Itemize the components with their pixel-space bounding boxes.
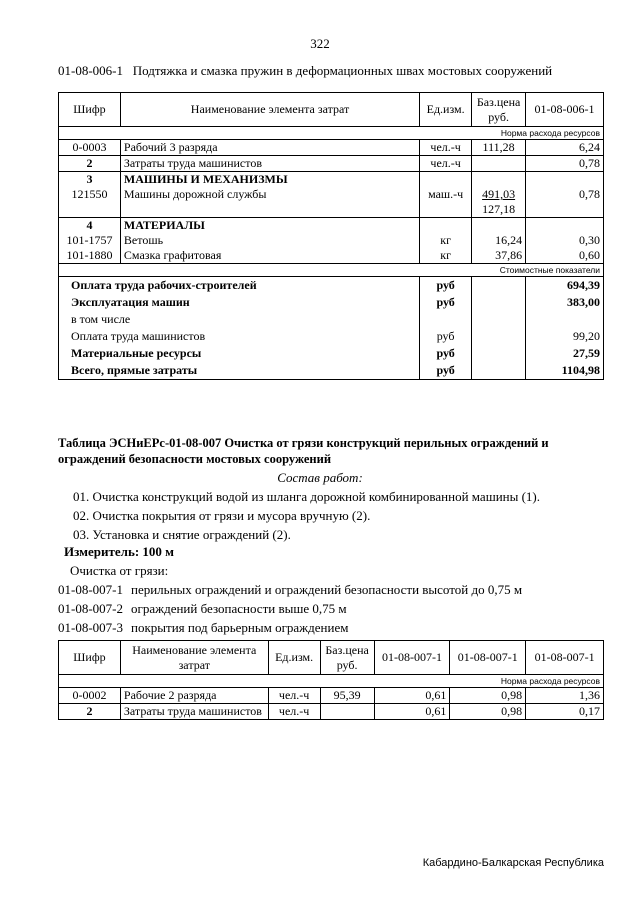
row-value: 0,30: [579, 233, 600, 247]
table-row: [59, 140, 604, 156]
table-row: [59, 704, 604, 720]
col-header-name: Наименование элемента затрат: [120, 641, 268, 675]
row-unit: чел.-ч: [420, 156, 472, 172]
row-value: 0,61: [374, 688, 450, 704]
row-unit: кг: [440, 248, 451, 262]
list-item: 01. Очистка конструкций водой из шланга дорожной комбинированной машины (1).: [73, 489, 541, 504]
cost-name: Эксплуатация машин: [71, 295, 190, 309]
row-name: Рабочий 3 разряда: [120, 140, 419, 156]
col-header-norm-1: 01-08-007-1: [374, 641, 450, 675]
cost-name: Материальные ресурсы: [71, 346, 202, 360]
row-unit: чел.-ч: [268, 704, 320, 720]
section1-name: Подтяжка и смазка пружин в деформационных швах мостовых сооружений: [132, 63, 553, 78]
group-cell: [526, 172, 604, 218]
cost-value: 27,59: [573, 346, 600, 360]
cost-name: Оплата труда рабочих-строителей: [71, 278, 257, 292]
group-cell: [420, 218, 472, 264]
group-cell: [472, 218, 526, 264]
list-item: [58, 618, 522, 637]
list-item: [58, 599, 522, 618]
works-list: [73, 487, 540, 544]
row-name: Рабочие 2 разряда: [120, 688, 268, 704]
col-header-name: Наименование элемента затрат: [120, 93, 419, 127]
cleaning-label: Очистка от грязи:: [70, 563, 169, 578]
group-heading: МАШИНЫ И МЕХАНИЗМЫ: [123, 172, 288, 186]
table-row: [59, 172, 604, 218]
norm-label: Норма расхода ресурсов: [59, 127, 604, 140]
group-cell: [120, 218, 419, 264]
row-price: 491,03: [482, 187, 516, 201]
section2-title: [58, 435, 549, 467]
row-price: [472, 156, 526, 172]
page-number: 322: [310, 36, 330, 51]
row-unit: чел.-ч: [420, 140, 472, 156]
row-name: Затраты труда машинистов: [120, 156, 419, 172]
section1-code: 01-08-006-1: [58, 63, 123, 78]
row-price: 37,86: [495, 248, 523, 262]
cost-value: 694,39: [567, 278, 600, 292]
cost-unit: руб: [436, 278, 455, 292]
row-value: 6,24: [526, 140, 604, 156]
row-price: 95,39: [320, 688, 374, 704]
row-price-2: 127,18: [482, 202, 516, 216]
row-price: 111,28: [472, 140, 526, 156]
cost-unit: руб: [436, 295, 455, 309]
meter: Измеритель: 100 м: [64, 544, 175, 559]
variant-code: 01-08-007-2: [58, 601, 123, 616]
cost-block: [59, 277, 604, 380]
list-item: 03. Установка и снятие ограждений (2).: [73, 527, 291, 542]
row-name: Затраты труда машинистов: [120, 704, 268, 720]
variants-list: [58, 580, 522, 637]
resource-table-2: [58, 640, 604, 720]
resource-table-1: [58, 92, 604, 380]
group-cell: [420, 172, 472, 218]
row-value: 0,98: [450, 704, 526, 720]
cost-values: [526, 277, 604, 380]
col-header-norm-3: 01-08-007-1: [526, 641, 604, 675]
row-value: 1,36: [526, 688, 604, 704]
group-cell: [120, 172, 419, 218]
variant-code: 01-08-007-1: [58, 582, 123, 597]
section2-title-line: ограждений безопасности мостовых сооружений: [58, 452, 332, 466]
col-header-code: Шифр: [59, 641, 121, 675]
row-unit: кг: [440, 233, 451, 247]
cost-value: 383,00: [567, 295, 600, 309]
row-code: 3: [86, 172, 93, 186]
row-code: 2: [59, 156, 121, 172]
col-header-price: Баз.цена руб.: [320, 641, 374, 675]
group-heading: МАТЕРИАЛЫ: [123, 218, 205, 232]
works-header: Состав работ:: [277, 470, 363, 485]
col-header-norm: 01-08-006-1: [526, 93, 604, 127]
col-header-unit: Ед.изм.: [420, 93, 472, 127]
cost-value: 1104,98: [561, 363, 600, 377]
table-row: [59, 688, 604, 704]
norm-label: Норма расхода ресурсов: [59, 675, 604, 688]
table-row: [59, 218, 604, 264]
cost-unit: руб: [436, 329, 455, 343]
col-header-code: Шифр: [59, 93, 121, 127]
row-code: 0-0003: [59, 140, 121, 156]
variant-code: 01-08-007-3: [58, 620, 123, 635]
row-price: [320, 704, 374, 720]
row-code: 2: [59, 704, 121, 720]
row-code: 121550: [71, 187, 108, 201]
row-value: 0,60: [579, 248, 600, 262]
cost-empty: [472, 277, 526, 380]
row-code: 0-0002: [59, 688, 121, 704]
table-row: [59, 156, 604, 172]
row-name: Ветошь: [123, 233, 164, 247]
row-code: 101-1757: [66, 233, 113, 247]
section2-title-line: Таблица ЭСНиЕРс-01-08-007 Очистка от грязи конструкций перильных ограждений и: [58, 436, 549, 450]
group-cell: [472, 172, 526, 218]
cost-names: [59, 277, 420, 380]
cost-unit: руб: [436, 363, 455, 377]
row-value: 0,98: [450, 688, 526, 704]
col-header-norm-2: 01-08-007-1: [450, 641, 526, 675]
variant-text: ограждений безопасности выше 0,75 м: [131, 601, 347, 616]
cost-unit: руб: [436, 346, 455, 360]
cost-name: Всего, прямые затраты: [71, 363, 198, 377]
row-name: Смазка графитовая: [123, 248, 222, 262]
row-price: 16,24: [495, 233, 523, 247]
footer-region: Кабардино-Балкарская Республика: [422, 857, 604, 869]
row-unit: маш.-ч: [428, 187, 464, 201]
col-header-unit: Ед.изм.: [268, 641, 320, 675]
group-cell: [59, 172, 121, 218]
row-name: Машины дорожной службы: [123, 187, 267, 201]
cost-value: 99,20: [573, 329, 600, 343]
row-value: 0,61: [374, 704, 450, 720]
cost-label: Стоимостные показатели: [59, 264, 604, 277]
row-code: 4: [86, 218, 93, 232]
group-cell: [59, 218, 121, 264]
row-value: 0,17: [526, 704, 604, 720]
section1-title: [58, 63, 552, 79]
list-item: [58, 580, 522, 599]
cost-name: в том числе: [71, 312, 131, 326]
row-unit: чел.-ч: [268, 688, 320, 704]
col-header-price: Баз.цена руб.: [472, 93, 526, 127]
group-cell: [526, 218, 604, 264]
variant-text: перильных ограждений и ограждений безопасности высотой до 0,75 м: [131, 582, 523, 597]
row-code: 101-1880: [66, 248, 113, 262]
variant-text: покрытия под барьерным ограждением: [131, 620, 349, 635]
cost-units: [420, 277, 472, 380]
row-value: 0,78: [579, 187, 600, 201]
cost-name: Оплата труда машинистов: [71, 329, 206, 343]
list-item: 02. Очистка покрытия от грязи и мусора вручную (2).: [73, 508, 371, 523]
row-value: 0,78: [526, 156, 604, 172]
